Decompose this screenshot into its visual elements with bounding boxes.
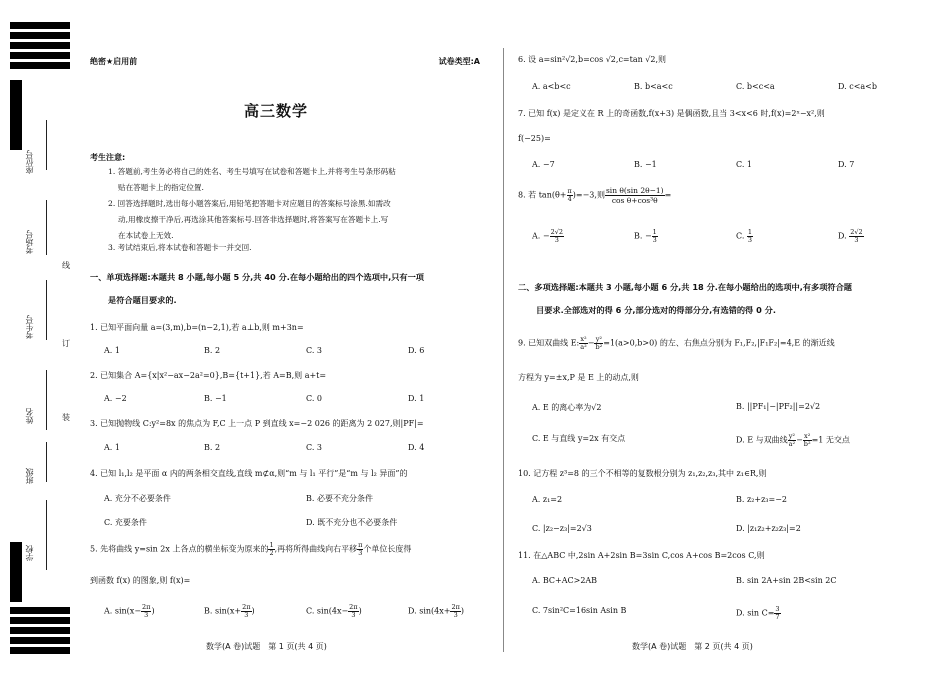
option-d: D. c<a<b — [838, 82, 877, 91]
option-text: D. sin C= — [736, 608, 775, 618]
option-a: A. −2 — [104, 394, 127, 403]
numerator: 1 — [269, 541, 274, 549]
numerator: 2π — [242, 603, 251, 611]
binding-bar — [10, 22, 70, 29]
option-a: A. −7 — [532, 160, 555, 169]
x-fraction — [579, 336, 587, 351]
option-text: ) — [151, 606, 155, 616]
option-fraction — [348, 604, 358, 619]
notice-text: 2. 回答选择题时,选出每小题答案后,用铅笔把答题卡对应题目的答案标号涂黑.如需改 — [108, 199, 391, 208]
option-text: A. − — [532, 231, 550, 241]
class-line — [46, 442, 47, 482]
numerator: 2π — [142, 603, 151, 611]
notice-text: 3. 考试结束后,将本试卷和答题卡一并交回. — [108, 243, 252, 252]
option-fraction — [747, 229, 753, 244]
option-b — [634, 229, 658, 244]
option-c — [306, 604, 362, 619]
question-5 — [90, 542, 490, 557]
minus-sign: − — [587, 338, 595, 348]
numerator: 1 — [747, 228, 753, 236]
student-number-label: 考生号 — [25, 315, 34, 339]
option-text: D. E 与双曲线 — [736, 435, 788, 445]
question-7: 7. 已知 f(x) 是定义在 R 上的奇函数,f(x+3) 是偶函数,且当 3<x<6 时,f(x)=2ˣ−x²,则 — [518, 109, 825, 118]
denominator: 4 — [567, 195, 572, 203]
option-fraction — [450, 604, 460, 619]
numerator: π — [358, 541, 363, 549]
question-3: 3. 已知抛物线 C:y²=8x 的焦点为 F,C 上一点 P 到直线 x=−2 026 的距离为 2 027,则|PF|= — [90, 419, 424, 428]
option-b: B. b<a<c — [634, 82, 673, 91]
option-d: D. 4 — [408, 443, 425, 452]
section-text: 目要求.全部选对的得 6 分,部分选对的得部分分,有选错的得 0 分. — [536, 305, 776, 315]
option-a: A. E 的离心率为√2 — [532, 403, 602, 412]
binding-bar — [10, 617, 70, 624]
q9-post: =1(a>0,b>0) 的左、右焦点分别为 F₁,F₂,|F₁F₂|=4,E 的渐近线 — [603, 338, 835, 348]
denominator: b² — [803, 440, 811, 448]
numerator: y² — [788, 432, 795, 440]
binding-bar — [10, 32, 70, 39]
option-b: B. z₂+z₃=−2 — [736, 495, 788, 504]
class-label: 班级 — [25, 468, 34, 484]
option-c: C. 1 — [736, 160, 753, 169]
notice-item — [108, 240, 478, 256]
denominator: 3 — [453, 611, 458, 619]
school-label: 学校 — [25, 545, 34, 561]
q5-mid: ,再将所得曲线向右平移 — [274, 544, 358, 554]
option-a — [532, 229, 564, 244]
binding-char-line: 线 — [62, 261, 70, 270]
confidential-header: 绝密★启用前 — [90, 57, 138, 66]
option-text: D. sin(4x+ — [408, 606, 451, 616]
binding-bar — [10, 52, 70, 59]
option-fraction — [241, 604, 251, 619]
binding-char-bind: 装 — [62, 413, 70, 422]
q9-pre: 9. 已知双曲线 E: — [518, 338, 580, 348]
binding-bar — [10, 42, 70, 49]
denominator: b² — [595, 343, 603, 351]
section-text: 一、单项选择题:本题共 8 小题,每小题 5 分,共 40 分.在每小题给出的四个选项中,只有一项 — [90, 272, 424, 282]
numerator: x² — [580, 335, 587, 343]
question-7-line2: f(−25)= — [518, 134, 551, 143]
numerator: π — [567, 187, 572, 195]
numerator: 3 — [775, 605, 780, 613]
binding-char-staple: 订 — [62, 339, 70, 348]
option-text: C. — [736, 231, 747, 241]
page-title: 高三数学 — [243, 102, 308, 120]
option-a: A. 充分不必要条件 — [104, 494, 171, 503]
option-d: D. |z₁z₂+z₂z₃|=2 — [736, 524, 801, 533]
option-text: =1 无交点 — [811, 435, 850, 445]
option-c: C. 3 — [306, 346, 323, 355]
numerator: 2√2 — [550, 228, 563, 236]
binding-bar — [10, 627, 70, 634]
option-text: D. — [838, 231, 850, 241]
binding-bar — [10, 62, 70, 69]
option-b: B. sin 2A+sin 2B<sin 2C — [736, 576, 837, 585]
option-fraction — [774, 606, 780, 621]
option-c: C. 3 — [306, 443, 323, 452]
paper-type: 试卷类型:A — [438, 57, 480, 66]
denominator: 3 — [747, 236, 753, 244]
option-c: C. 充要条件 — [104, 518, 147, 527]
notice-text: 1. 答题前,考生务必将自己的姓名、考生号填写在试卷和答题卡上,并将考生号条形码粘 — [108, 167, 396, 176]
section-multiple-choice — [518, 276, 908, 322]
option-fraction — [788, 433, 796, 448]
student-number-line — [46, 280, 47, 340]
option-b: B. 2 — [204, 346, 221, 355]
option-b: B. 必要不充分条件 — [306, 494, 373, 503]
notice-title: 考生注意: — [90, 153, 126, 162]
notice-text: 动,用橡皮擦干净后,再选涂其他答案标号.回答非选择题时,将答案写在答题卡上.写 — [118, 215, 389, 224]
denominator: a² — [788, 440, 796, 448]
question-9-line2: 方程为 y=±x,P 是 E 上的动点,则 — [518, 373, 639, 382]
question-2: 2. 已知集合 A={x|x²−ax−2a²=0},B={t+1},若 A=B,则 a+t= — [90, 371, 327, 380]
denominator: 2 — [269, 549, 274, 557]
school-line — [46, 500, 47, 570]
option-a — [104, 604, 155, 619]
denominator: 3 — [144, 611, 149, 619]
numerator: 1 — [652, 228, 657, 236]
option-b: B. ||PF₁|−|PF₂||=2√2 — [736, 402, 821, 411]
name-label: 姓名 — [25, 408, 34, 424]
option-c: C. E 与直线 y=2x 有交点 — [532, 434, 626, 443]
q5-pre: 5. 先将曲线 y=sin 2x 上各点的横坐标变为原来的 — [90, 544, 269, 554]
option-d: D. 7 — [838, 160, 855, 169]
option-b: B. 2 — [204, 443, 221, 452]
question-11: 11. 在△ABC 中,2sin A+2sin B=3sin C,cos A+cos B=2cos C,则 — [518, 551, 765, 560]
question-6: 6. 设 a=sin²√2,b=cos √2,c=tan √2,则 — [518, 55, 667, 64]
denominator: 3 — [244, 611, 249, 619]
option-text: B. sin(x+ — [204, 606, 242, 616]
numerator: 2π — [349, 603, 358, 611]
option-c: C. |z₂−z₃|=2√3 — [532, 524, 592, 533]
numerator: sin θ(sin 2θ−1) — [605, 186, 664, 195]
section-text: 是符合题目要求的. — [108, 295, 177, 305]
numerator: 2√2 — [850, 228, 863, 236]
seat-number-line — [46, 120, 47, 170]
notice-text: 在本试卷上无效. — [118, 231, 174, 240]
notice-item — [108, 196, 478, 244]
option-b: B. −1 — [204, 394, 227, 403]
option-d: D. 1 — [408, 394, 425, 403]
option-d — [736, 606, 781, 621]
denominator: 3 — [554, 236, 559, 244]
question-10: 10. 记方程 z³=8 的三个不相等的复数根分别为 z₁,z₂,z₃,其中 z₁∈R,则 — [518, 469, 767, 478]
option-text: C. sin(4x− — [306, 606, 349, 616]
binding-bar — [10, 637, 70, 644]
option-fraction — [141, 604, 151, 619]
option-d — [736, 433, 850, 448]
option-text: A. sin(x− — [104, 606, 142, 616]
q5-post: 个单位长度得 — [363, 544, 412, 554]
option-d: D. 6 — [408, 346, 425, 355]
denominator: 3 — [351, 611, 356, 619]
exam-room-label: 考场号 — [25, 230, 34, 254]
question-8 — [518, 186, 918, 205]
option-d: D. 既不充分也不必要条件 — [306, 518, 398, 527]
section-single-choice — [90, 266, 480, 312]
option-fraction — [803, 433, 812, 448]
option-a: A. z₁=2 — [532, 495, 563, 504]
question-5-line2: 到函数 f(x) 的图象,则 f(x)= — [90, 576, 191, 585]
big-fraction — [605, 186, 665, 205]
question-1: 1. 已知平面向量 a=(3,m),b=(n−2,1),若 a⊥b,则 m+3n= — [90, 323, 304, 332]
minus-sign: − — [796, 435, 803, 445]
option-d — [838, 229, 864, 244]
page-footer: 数学(A 卷)试题 第 2 页(共 4 页) — [632, 642, 753, 651]
question-4: 4. 已知 l₁,l₂ 是平面 α 内的两条相交直线,直线 m⊄α,则“m 与 l₁ 平行”是“m 与 l₂ 异面”的 — [90, 469, 408, 478]
seat-number-label: 座位号 — [25, 150, 34, 174]
section-text: 二、多项选择题:本题共 3 小题,每小题 6 分,共 18 分.在每小题给出的选项中,有多项符合题 — [518, 282, 852, 292]
numerator: x² — [804, 432, 811, 440]
denominator: 3 — [358, 549, 363, 557]
option-text: B. − — [634, 231, 652, 241]
option-text: ) — [358, 606, 362, 616]
option-a: A. a<b<c — [532, 82, 571, 91]
option-fraction — [849, 229, 863, 244]
option-b: B. −1 — [634, 160, 657, 169]
name-line — [46, 370, 47, 430]
page-footer: 数学(A 卷)试题 第 1 页(共 4 页) — [206, 642, 327, 651]
exam-room-line — [46, 200, 47, 255]
numerator: y² — [595, 335, 602, 343]
numerator: 2π — [451, 603, 460, 611]
option-c — [736, 229, 753, 244]
q8-mid: )=−3,则 — [572, 190, 605, 200]
option-d — [408, 604, 464, 619]
option-a: A. 1 — [104, 443, 120, 452]
notice-text: 贴在答题卡上的指定位置. — [118, 183, 204, 192]
q8-post: = — [664, 190, 672, 200]
option-fraction — [652, 229, 658, 244]
q8-pre: 8. 若 tan(θ+ — [518, 190, 567, 200]
option-a: A. BC+AC>2AB — [532, 576, 598, 585]
right-page — [514, 0, 934, 688]
denominator: a² — [580, 343, 587, 351]
option-fraction — [550, 229, 564, 244]
option-c: C. 0 — [306, 394, 323, 403]
question-9 — [518, 336, 918, 351]
binding-bar — [10, 647, 70, 654]
option-a: A. 1 — [104, 346, 120, 355]
option-text: ) — [460, 606, 465, 616]
notice-item — [108, 164, 478, 196]
student-info-column — [18, 90, 68, 610]
left-page — [86, 0, 496, 688]
denominator: 3 — [854, 236, 859, 244]
option-c: C. 7sin²C=16sin Asin B — [532, 606, 627, 615]
y-fraction — [594, 336, 603, 351]
denominator: 3 — [652, 236, 657, 244]
option-text: ) — [251, 606, 255, 616]
page-divider — [503, 48, 504, 652]
option-c: C. b<c<a — [736, 82, 775, 91]
denominator: cos θ+cos³θ — [611, 196, 658, 205]
option-b — [204, 604, 255, 619]
denominator: 7 — [775, 613, 780, 621]
